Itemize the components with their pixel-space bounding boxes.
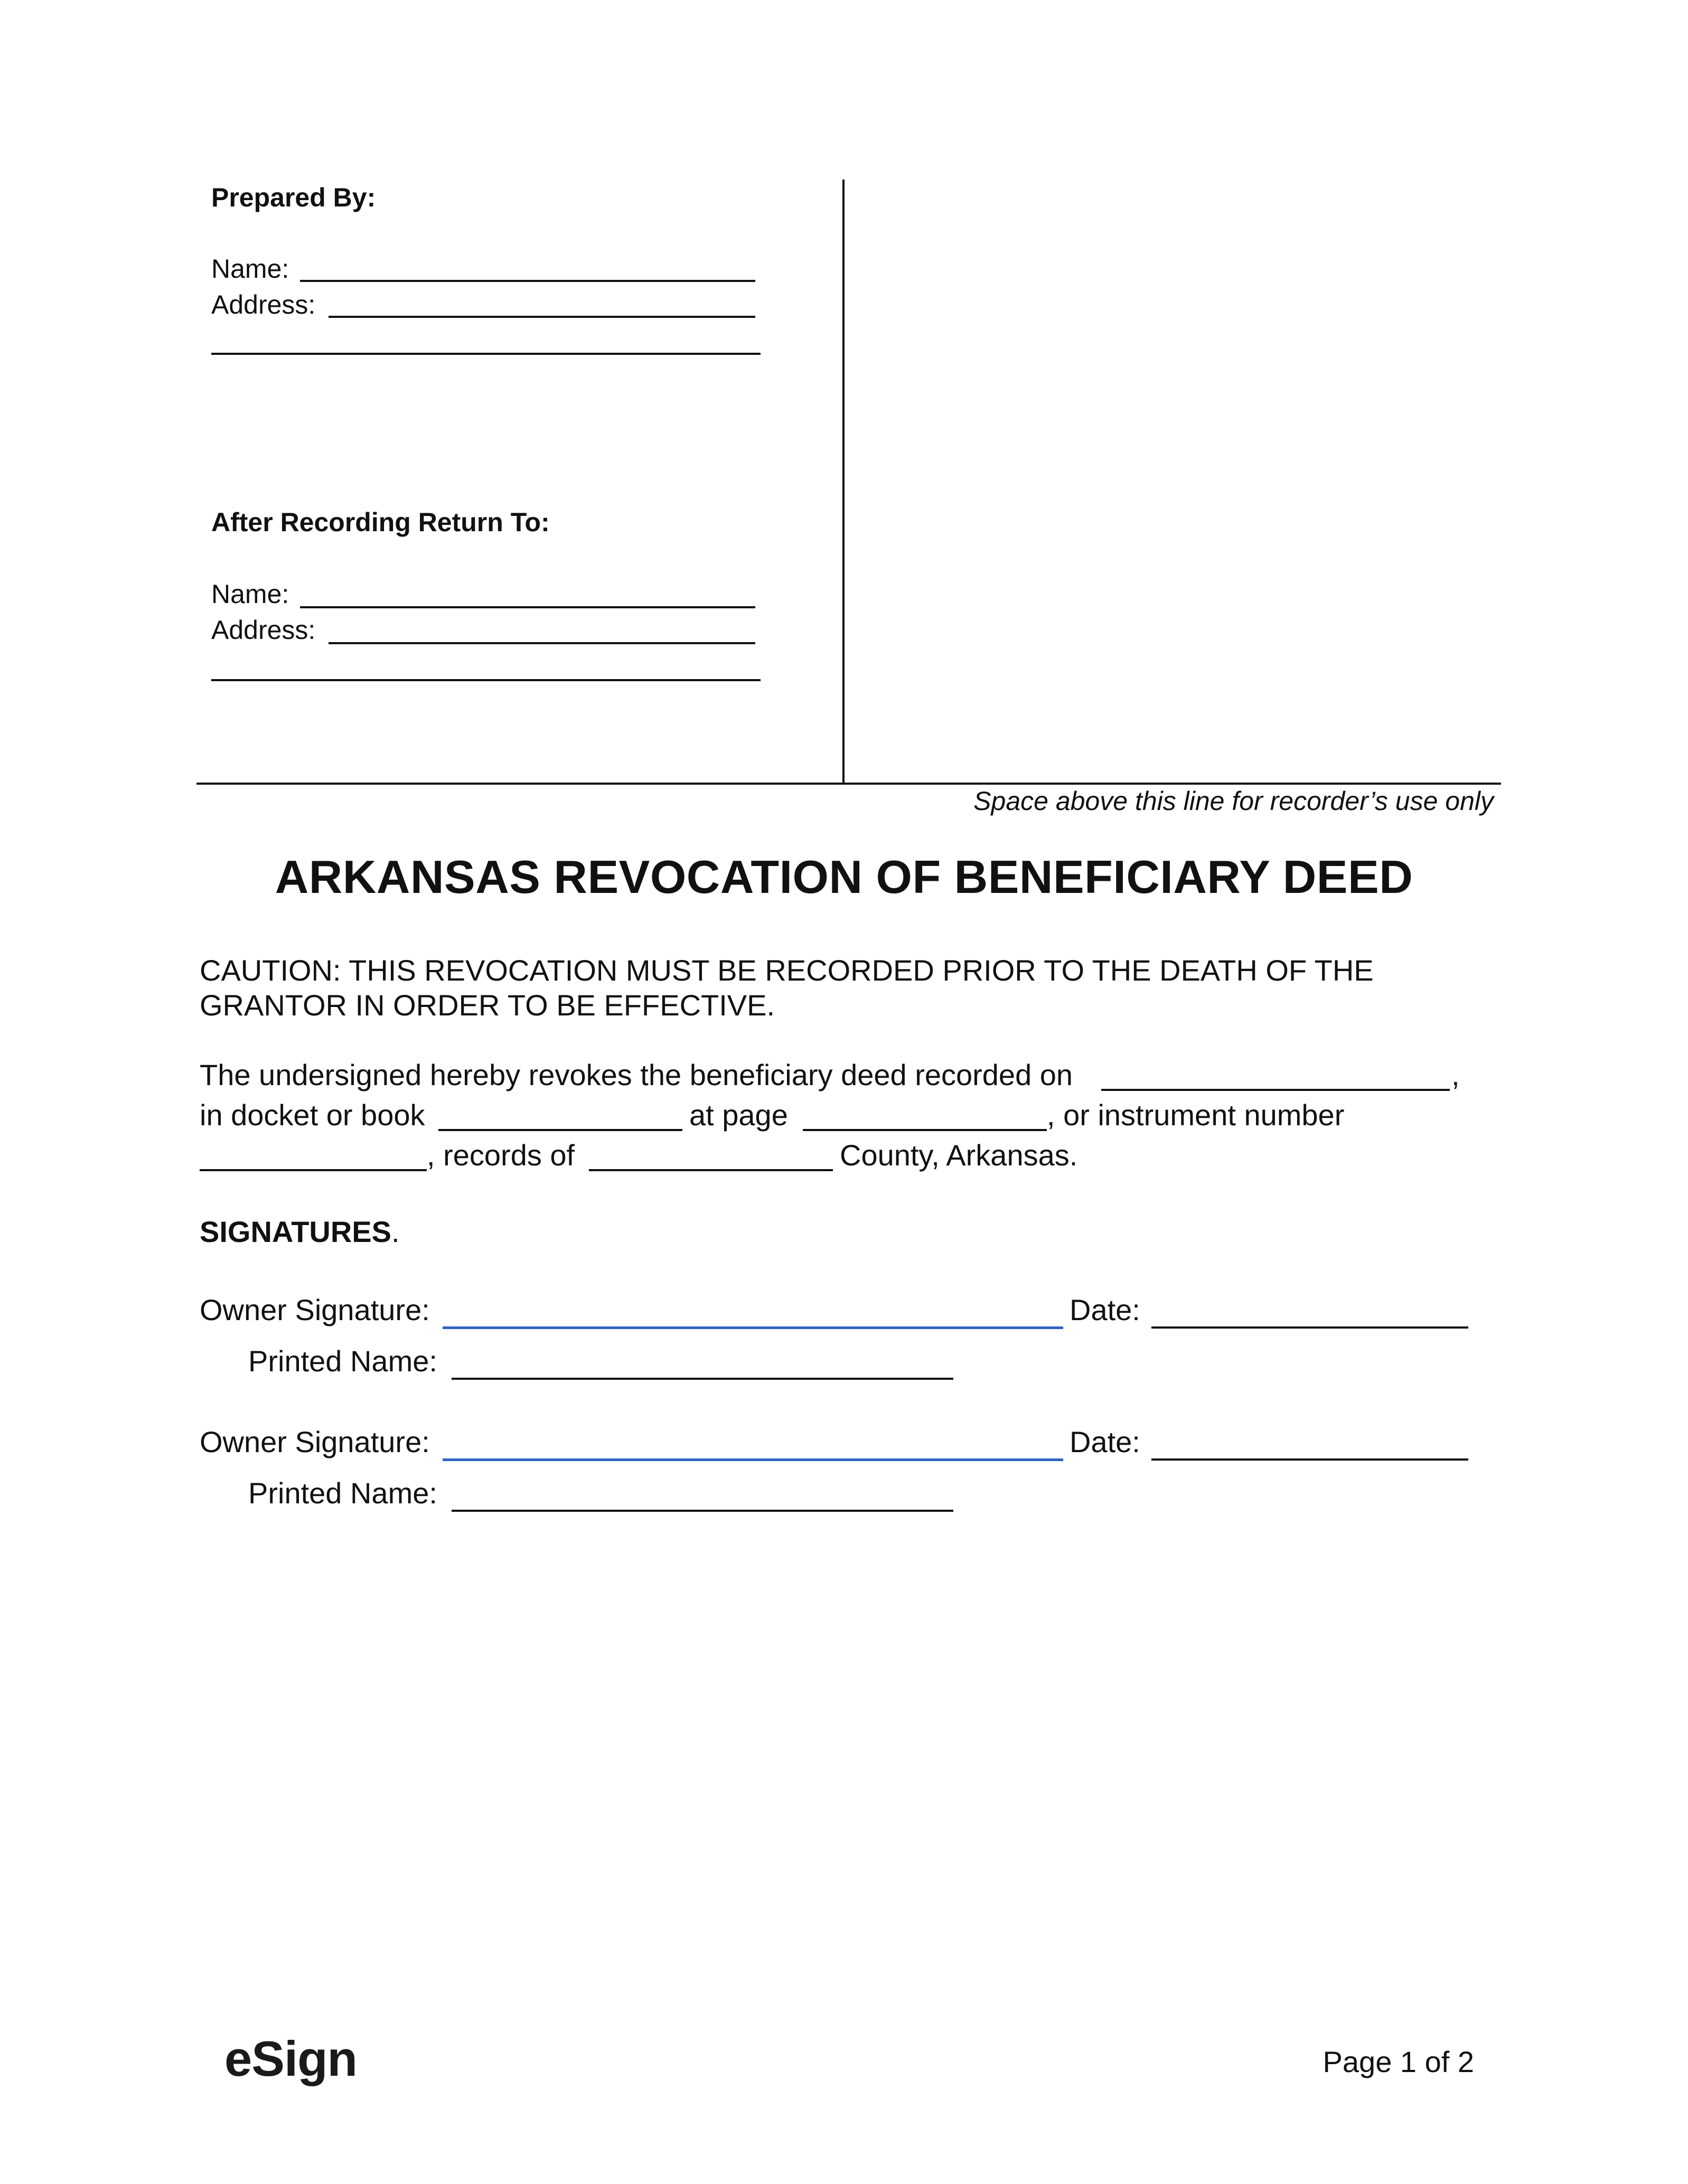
records-of-text: , records of	[427, 1138, 575, 1172]
return-to-label: After Recording Return To:	[211, 507, 550, 537]
prepared-name-label: Name:	[211, 254, 289, 284]
return-address-field[interactable]	[329, 642, 755, 644]
signatures-heading-text: SIGNATURES	[200, 1215, 391, 1248]
caution-line-1: CAUTION: THIS REVOCATION MUST BE RECORDED PRIOR TO THE DEATH OF THE	[200, 954, 1374, 987]
printed-name-field-2[interactable]	[452, 1510, 953, 1512]
printed-name-label-1: Printed Name:	[248, 1344, 437, 1378]
recorder-boundary-line	[196, 783, 1501, 785]
date-label-2: Date:	[1070, 1425, 1140, 1458]
instrument-number-text: , or instrument number	[1047, 1098, 1345, 1132]
owner-signature-line-1[interactable]	[443, 1326, 1063, 1329]
document-title: ARKANSAS REVOCATION OF BENEFICIARY DEED	[275, 851, 1413, 903]
body-line-2-text: in docket or book	[200, 1098, 425, 1132]
recorded-date-field[interactable]	[1101, 1089, 1450, 1091]
instrument-number-field[interactable]	[200, 1169, 427, 1171]
return-name-field[interactable]	[300, 606, 755, 608]
owner-signature-label-2: Owner Signature:	[200, 1425, 430, 1458]
date-field-2[interactable]	[1151, 1458, 1468, 1461]
signatures-heading-period: .	[391, 1215, 400, 1248]
body-line-1-text: The undersigned hereby revokes the beneficiary deed recorded on	[200, 1058, 1073, 1091]
return-address-label: Address:	[211, 615, 316, 645]
caution-line-2: GRANTOR IN ORDER TO BE EFFECTIVE.	[200, 989, 775, 1022]
return-address-field-2[interactable]	[211, 679, 761, 681]
at-page-text: at page	[689, 1098, 788, 1132]
page-indicator: Page 1 of 2	[1323, 2045, 1474, 2078]
owner-signature-label-1: Owner Signature:	[200, 1293, 430, 1326]
county-field[interactable]	[589, 1169, 833, 1171]
return-name-label: Name:	[211, 579, 289, 609]
prepared-name-field[interactable]	[300, 280, 755, 282]
prepared-address-field-2[interactable]	[211, 353, 761, 355]
esign-logo: eSign	[224, 2031, 357, 2086]
page-number-field[interactable]	[803, 1129, 1047, 1131]
prepared-address-field[interactable]	[329, 316, 755, 318]
signatures-heading	[200, 1215, 400, 1249]
prepared-address-label: Address:	[211, 290, 316, 319]
prepared-by-label: Prepared By:	[211, 183, 376, 212]
date-field-1[interactable]	[1151, 1326, 1468, 1329]
printed-name-label-2: Printed Name:	[248, 1476, 437, 1510]
owner-signature-line-2[interactable]	[443, 1458, 1063, 1461]
docket-book-field[interactable]	[438, 1129, 682, 1131]
date-label-1: Date:	[1070, 1293, 1140, 1326]
printed-name-field-1[interactable]	[452, 1378, 953, 1380]
recorder-note: Space above this line for recorder’s use only	[973, 786, 1494, 816]
body-line-1-comma: ,	[1451, 1058, 1460, 1091]
header-vertical-divider	[842, 180, 845, 784]
county-arkansas-text: County, Arkansas.	[840, 1138, 1078, 1172]
